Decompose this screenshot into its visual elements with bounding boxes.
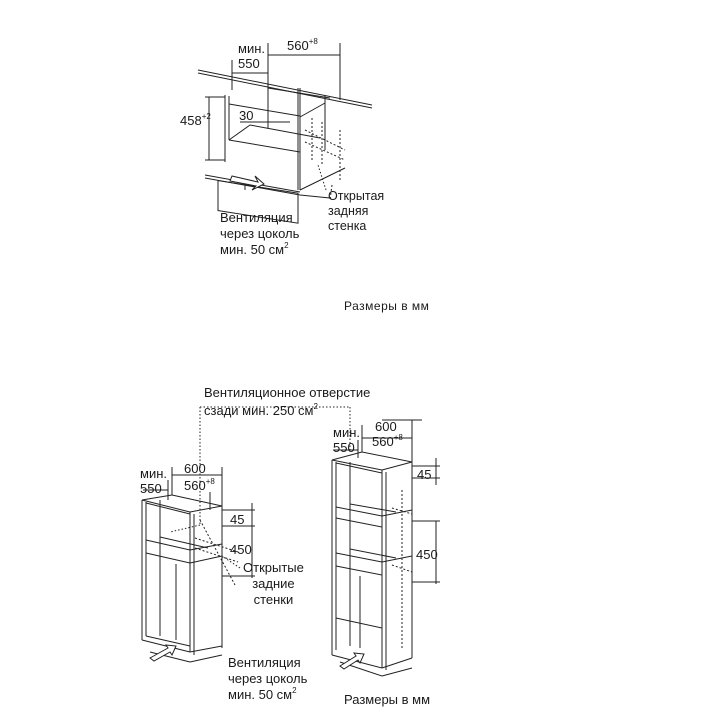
left-tall-cabinet-drawing bbox=[142, 467, 255, 662]
top-ventilation-area: мин. 50 см bbox=[220, 242, 285, 257]
right-inner-width: 560 bbox=[372, 434, 394, 449]
open-backs-line-1: Открытые bbox=[243, 560, 304, 575]
top-open-back-note bbox=[328, 189, 384, 234]
bottom-ventilation-line-1: Вентиляция bbox=[228, 655, 301, 670]
left-inner-width-dim bbox=[184, 478, 215, 493]
bottom-ventilation-line-3 bbox=[228, 687, 307, 703]
top-height-tolerance: +2 bbox=[201, 112, 211, 121]
left-inner-width: 560 bbox=[184, 478, 206, 493]
top-units-note: Размеры в мм bbox=[344, 299, 430, 313]
top-width-tolerance: +8 bbox=[308, 37, 318, 46]
open-backs-line-2: задние bbox=[252, 576, 295, 591]
top-height-value: 458 bbox=[180, 113, 202, 128]
left-top-gap: 45 bbox=[230, 512, 245, 527]
left-niche-height: 450 bbox=[230, 542, 252, 557]
top-height-dim bbox=[180, 113, 211, 128]
bottom-units-note: Размеры в мм bbox=[344, 692, 431, 707]
top-gap-dim: 30 bbox=[239, 108, 254, 123]
vent-opening-sup: 2 bbox=[313, 402, 318, 411]
top-ventilation-sup: 2 bbox=[284, 241, 289, 250]
top-open-back-line-3: стенка bbox=[328, 219, 367, 233]
bottom-ventilation-sup: 2 bbox=[292, 686, 297, 695]
left-outer-width: 600 bbox=[184, 461, 206, 476]
right-top-gap: 45 bbox=[417, 467, 432, 482]
open-backs-line-3: стенки bbox=[253, 592, 294, 607]
vent-opening-note bbox=[204, 384, 370, 420]
top-ventilation-note bbox=[220, 210, 299, 258]
left-depth-min: 550 bbox=[140, 481, 162, 496]
top-ventilation-line-3 bbox=[220, 242, 299, 258]
right-inner-width-dim bbox=[372, 434, 403, 449]
right-min-label: мин. bbox=[333, 425, 360, 440]
left-inner-width-tolerance: +8 bbox=[205, 477, 215, 486]
vent-opening-line-1: Вентиляционное отверстие bbox=[204, 385, 371, 400]
top-open-back-line-2: задняя bbox=[328, 204, 369, 218]
top-open-back-line-1: Открытая bbox=[328, 189, 385, 203]
top-width-dim bbox=[287, 38, 318, 53]
right-depth-min: 550 bbox=[333, 440, 355, 455]
right-inner-width-tolerance: +8 bbox=[393, 433, 403, 442]
bottom-ventilation-area: мин. 50 см bbox=[228, 687, 293, 702]
top-width-value: 560 bbox=[287, 38, 309, 53]
top-min-label: мин. bbox=[238, 41, 265, 56]
top-depth-min: 550 bbox=[238, 56, 260, 71]
right-niche-height: 450 bbox=[416, 547, 438, 562]
open-backs-note bbox=[243, 560, 304, 608]
left-min-label: мин. bbox=[140, 466, 167, 481]
bottom-ventilation-note bbox=[228, 655, 307, 703]
top-ventilation-line-2: через цоколь bbox=[220, 226, 300, 241]
top-ventilation-line-1: Вентиляция bbox=[220, 210, 293, 225]
right-outer-width: 600 bbox=[375, 419, 397, 434]
vent-opening-area: сзади мин. 250 см bbox=[204, 403, 314, 418]
vent-opening-line-2 bbox=[204, 402, 370, 420]
bottom-ventilation-line-2: через цоколь bbox=[228, 671, 308, 686]
